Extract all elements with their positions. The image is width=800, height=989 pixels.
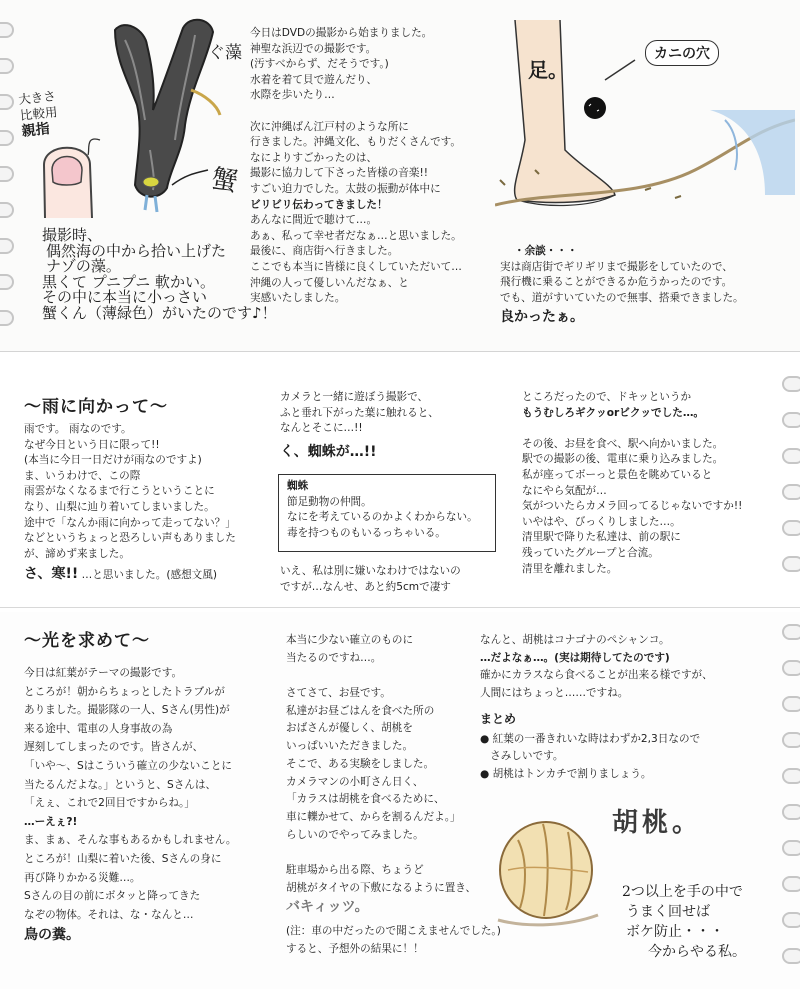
rain-heading: ～雨に向かって～ [24,397,168,417]
crab-label: 蟹 [209,163,240,198]
okinawa-middle-text: 今日はDVDの撮影から始まりました。 神聖な浜辺での撮影です。 (汚すべからず、だそうです。) 水着を着て貝で遊んだり、 水際を歩いたり… 次に沖縄ばん江戸村のような所に 行きました。沖縄文化、もりだくさんです。 なによりすごかったのは、 撮影に協力して下さった皆様の音楽!! すごい迫力でした。太鼓の振動が体中に ビリビリ伝わってきました！ あんなに間近で聴けて…。 あぁ、私って幸せ者だなぁ…と思いました。 最後に、商店街へ行きました。 ここでも本当に皆様に良くしていただいて… 沖縄の人って優しいんだなぁ、と 実感いたしました。 [250,27,462,305]
light-col1: 今日は紅葉がテーマの撮影です。 ところが！朝からちょっとしたトラブルが ありました。撮影隊の一人、Sさん(男性)が 来る途中、電車の人身事故の為 遅刻してしまったのです。皆さんが、 「いや～、Sはこういう確立の少ないことに 当たるんだよな。」というと、Sさんは、 「えぇ、これで2回目ですからね。」 …ーえぇ?! ま、まぁ、そんな事もあるかもしれません。 ところが！山梨に着いた後、Sさんの身に 再び降りかかる災難…。 Sさんの目の前にボタッと降ってきた なぞの物体。それは、な・なんと… 鳥の糞。 [24,667,237,944]
spider-definition-box: 蜘蛛 節足動物の仲間。 なにを考えているのかよくわからない。 毒を持つものもいるっちゃいる。 [278,474,496,552]
thumb-illustration [30,130,110,220]
thumb-caption: 大きさ 比較用 親指 [17,88,59,140]
rain-col3: ところだったので、ドキッというか もうむしろギクッorビクッでした…。 その後、お昼を食べ、駅へ向かいました。 駅での撮影の後、電車に乗り込みました。 私が座ってボーっと景色を眺めていると なにやら気配が… 気がついたらカメラ回ってるじゃないですか!! いやはや、びっくりしました…。 清里駅で降りた私達は、前の駅に 残っていたグループと合流。 清里を離れました。 [522,391,743,575]
okinawa-panel [0,0,800,352]
crab-hole-label: カニの穴 [645,40,719,66]
crab-pointer-line [170,165,210,190]
rain-panel [0,356,800,608]
walnut-note: 2つ以上を手の中で うまく回せば ボケ防止・・・ 今からやる私。 [622,884,746,960]
rain-col2: カメラと一緒に遊ぼう撮影で、 ふと垂れ下がった葉に触れると、 なんとそこに…!! く、蜘蛛が…!! [280,391,439,460]
light-panel [0,612,800,989]
light-heading: ～光を求めて～ [24,631,150,651]
walnut-illustration [488,810,608,930]
walnut-title: 胡桃。 [612,808,703,838]
handwritten-note: 撮影時、 偶然海の中から拾い上げた ナゾの藻。 黒くて プニプニ 軟かい。 その中に本当に小っさい 蟹くん（薄緑色）がいたのです♪！ [42,226,277,322]
light-col2: 本当に少ない確立のものに 当たるのですね…。 さてさて、お昼です。 私達がお昼ごはんを食べた所の おばさんが優しく、胡桃を いっぱいいただきました。 そこで、ある実験をしました。 カメラマンの小町さん日く、 「カラスは胡桃を食べるために、 車に轢かせて、からを割るんだよ。」 らしいのでやってみました。 駐車場から出る際、ちょうど 胡桃がタイヤの下敷になるように置き、 バキィッツ。 (注：車の中だったので聞こえませんでした。) すると、予想外の結果に！！ [286,634,501,955]
foot-label: 足。 [528,58,568,82]
light-col3: なんと、胡桃はコナゴナのペシャンコ。 …だよなぁ…。(実は期待してたのです) 確かにカラスなら食べることが出来る様ですが、 人間にはちょっと……ですね。 まとめ ● 紅葉の一番きれいな時はわずか2,3日なので さみしいです。 ● 胡桃はトンカチで割りましょう。 [480,634,713,781]
rain-col2-after: いえ、私は別に嫌いなわけではないの ですが…なんせ、あと約5cmで凄す [280,565,461,593]
aside-block: ・余談・・・ 実は商店街でギリギリまで撮影をしていたので、 飛行機に乗ることができるか危うかったのです。 でも、道がすいていたので無事、搭乗できました。 良かったぁ。 [500,245,744,326]
rain-col1: 雨です。 雨なのです。 なぜ今日という日に限って!! (本当に今日一日だけが雨なのですよ) ま、いうわけで、この際 雨雲がなくなるまで行こうということに なり、山梨に辿り着いてしまいました。 途中で「なんか雨に向かって走ってない？」 などというちょっと恐ろしい声もありました が、諦めず来ました。 さ、寒!! …と思いました。(感想文風) [24,423,236,583]
seaweed-label: ぐ藻 [208,43,242,63]
